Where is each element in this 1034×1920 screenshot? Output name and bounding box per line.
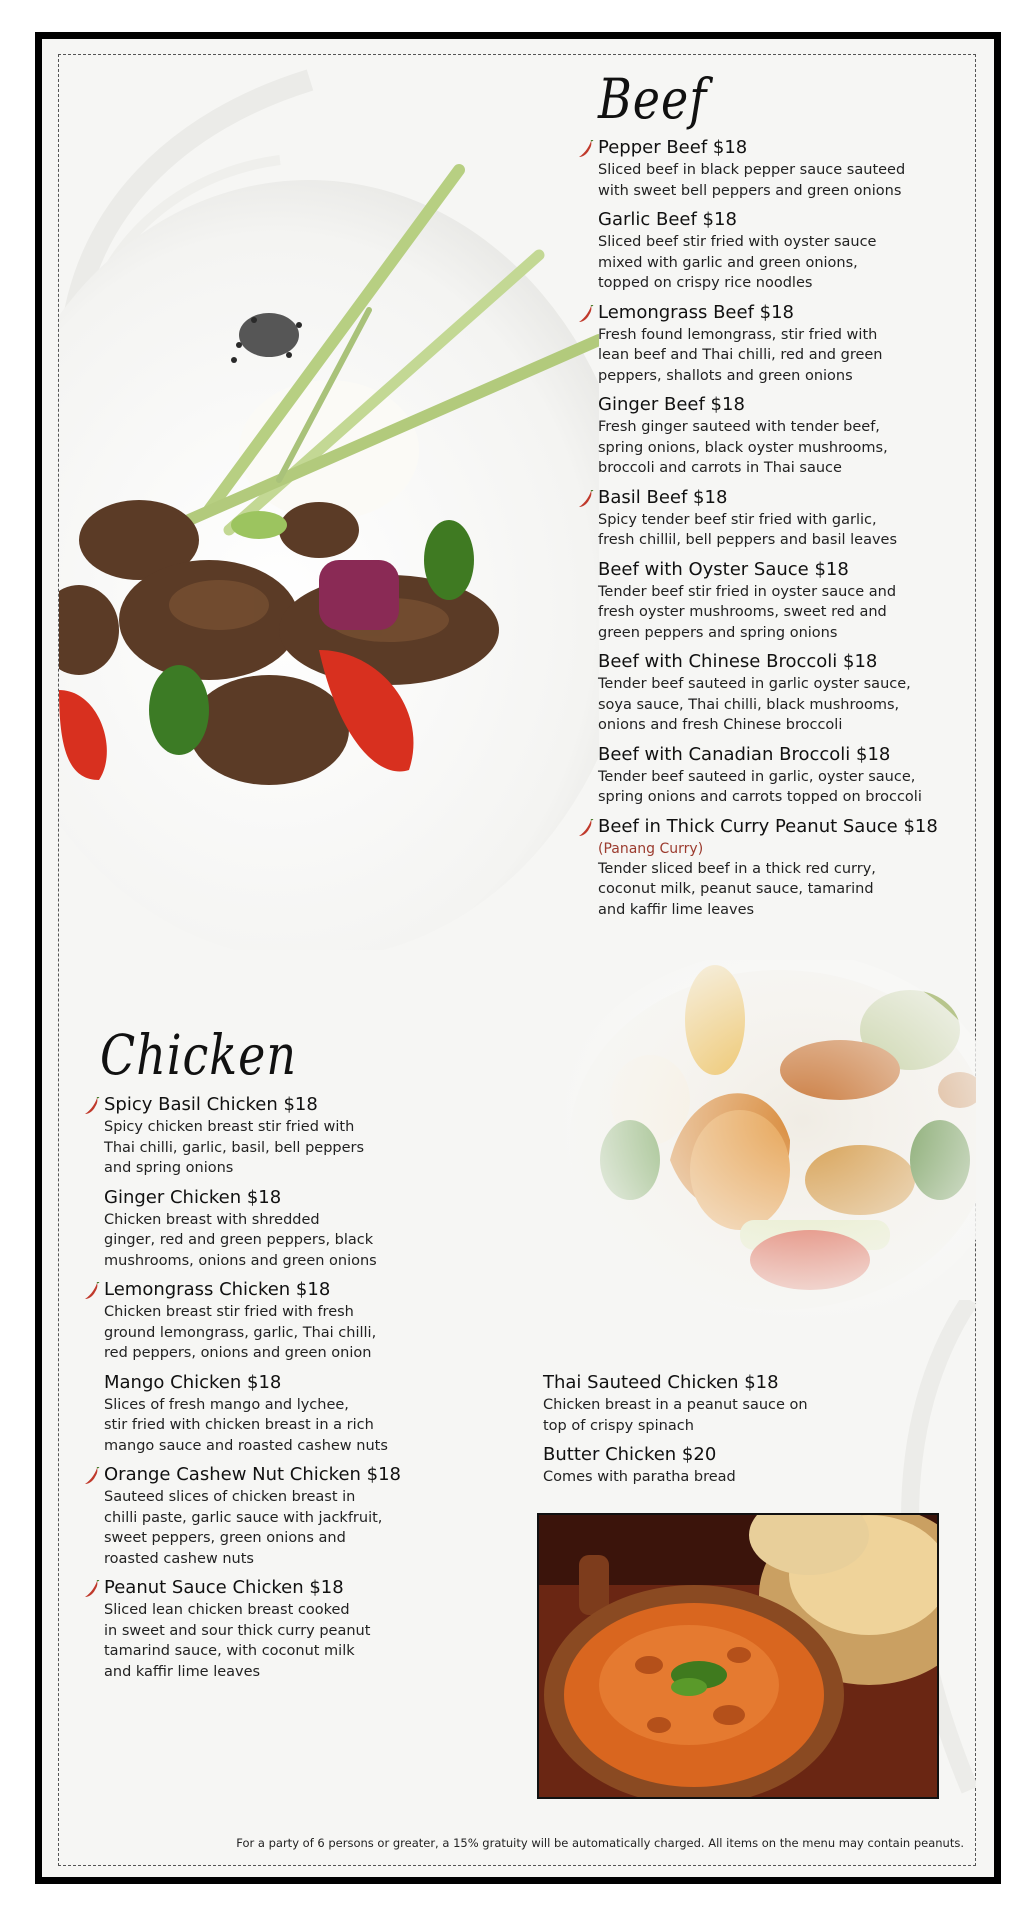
menu-item-name: Lemongrass Beef $18 (598, 301, 794, 323)
chili-spicy-icon (84, 1467, 100, 1485)
chili-spicy-icon (84, 1097, 100, 1115)
menu-item (104, 1463, 484, 1569)
menu-item (598, 743, 978, 808)
menu-item (104, 1093, 484, 1179)
menu-item-name: Peanut Sauce Chicken $18 (104, 1577, 344, 1598)
menu-item-name: Ginger Chicken $18 (104, 1186, 282, 1208)
menu-item (598, 558, 978, 644)
menu-item (598, 301, 978, 387)
menu-item-name: Beef with Oyster Sauce $18 (598, 558, 849, 580)
menu-item-name: Beef with Canadian Broccoli $18 (598, 743, 891, 765)
menu-item-description: Slices of fresh mango and lychee, stir fried with chicken breast in a rich mango sauce and roasted cashew nuts (104, 1396, 388, 1454)
beef-dish-photo (59, 150, 599, 950)
menu-item (104, 1186, 484, 1272)
footer-note: For a party of 6 persons or greater, a 15% gratuity will be automatically charged. All items on the menu may contain peanuts. (236, 1836, 964, 1850)
menu-item-name: Garlic Beef $18 (598, 209, 737, 230)
menu-item-name: Beef with Chinese Broccoli $18 (598, 651, 878, 672)
chili-spicy-icon (578, 819, 594, 837)
menu-item (598, 208, 978, 294)
menu-item-description: Comes with paratha bread (543, 1469, 736, 1485)
menu-item-description: Tender beef sauteed in garlic oyster sauce, soya sauce, Thai chilli, black mushrooms, onions and fresh Chinese broccoli (598, 676, 911, 733)
menu-item (598, 136, 978, 201)
menu-item (104, 1371, 484, 1457)
chili-spicy-icon (578, 490, 594, 508)
menu-item-name: Spicy Basil Chicken $18 (104, 1094, 318, 1115)
menu-item-subtitle: (Panang Curry) (598, 840, 704, 857)
menu-item (598, 393, 978, 479)
menu-item-description: Fresh found lemongrass, stir fried with lean beef and Thai chilli, red and green peppers, shallots and green onions (598, 326, 883, 384)
chili-spicy-icon (84, 1282, 100, 1300)
chicken-menu-left (104, 1093, 484, 1689)
menu-item-description: Tender beef sauteed in garlic, oyster sauce, spring onions and carrots topped on broccoli (598, 768, 922, 805)
menu-item-name: Beef in Thick Curry Peanut Sauce $18 (598, 815, 938, 837)
menu-item-description: Sliced lean chicken breast cooked in sweet and sour thick curry peanut tamarind sauce, with coconut milk and kaffir lime leaves (104, 1602, 371, 1680)
menu-item (543, 1443, 923, 1488)
menu-item (104, 1278, 484, 1364)
menu-item-description: Tender sliced beef in a thick red curry, coconut milk, peanut sauce, tamarind and kaffir lime leaves (598, 860, 876, 918)
chicken-menu-right (543, 1371, 923, 1495)
menu-item-description: Sauteed slices of chicken breast in chilli paste, garlic sauce with jackfruit, sweet peppers, green onions and roasted cashew nuts (104, 1489, 383, 1567)
menu-item-description: Fresh ginger sauteed with tender beef, spring onions, black oyster mushrooms, broccoli and carrots in Thai sauce (598, 419, 888, 476)
menu-item (598, 650, 978, 736)
beef-menu-list (598, 136, 978, 927)
menu-item-name: Basil Beef $18 (598, 486, 728, 508)
menu-item-name: Pepper Beef $18 (598, 137, 748, 158)
menu-item (543, 1371, 923, 1436)
chicken-dish-photo (540, 960, 976, 1340)
menu-item-description: Chicken breast with shredded ginger, red and green peppers, black mushrooms, onions and green onions (104, 1211, 377, 1269)
chili-spicy-icon (578, 305, 594, 323)
menu-item-description: Spicy chicken breast stir fried with Thai chilli, garlic, basil, bell peppers and spring onions (104, 1119, 365, 1176)
beef-heading: Beef (598, 66, 708, 132)
menu-item (104, 1576, 484, 1682)
menu-item (598, 486, 978, 551)
menu-item (598, 815, 978, 921)
menu-item-description: Sliced beef in black pepper sauce sauteed with sweet bell peppers and green onions (598, 162, 906, 199)
menu-item-name: Butter Chicken $20 (543, 1444, 717, 1465)
chicken-heading: Chicken (100, 1022, 298, 1088)
chili-spicy-icon (578, 140, 594, 158)
menu-item-name: Lemongrass Chicken $18 (104, 1279, 331, 1300)
menu-item-name: Ginger Beef $18 (598, 394, 745, 415)
menu-item-description: Spicy tender beef stir fried with garlic, fresh chillil, bell peppers and basil leaves (598, 511, 898, 548)
menu-item-description: Tender beef stir fried in oyster sauce and fresh oyster mushrooms, sweet red and green peppers and spring onions (598, 583, 897, 641)
menu-item-description: Chicken breast in a peanut sauce on top of crispy spinach (543, 1397, 808, 1434)
menu-item-description: Sliced beef stir fried with oyster sauce mixed with garlic and green onions, topped on crispy rice noodles (598, 234, 877, 291)
chili-spicy-icon (84, 1580, 100, 1598)
menu-item-name: Mango Chicken $18 (104, 1371, 282, 1393)
menu-item-description: Chicken breast stir fried with fresh ground lemongrass, garlic, Thai chilli, red peppers, onions and green onion (104, 1304, 377, 1361)
menu-item-name: Thai Sauteed Chicken $18 (543, 1372, 779, 1393)
menu-item-name: Orange Cashew Nut Chicken $18 (104, 1464, 401, 1485)
butter-chicken-photo (537, 1513, 939, 1799)
